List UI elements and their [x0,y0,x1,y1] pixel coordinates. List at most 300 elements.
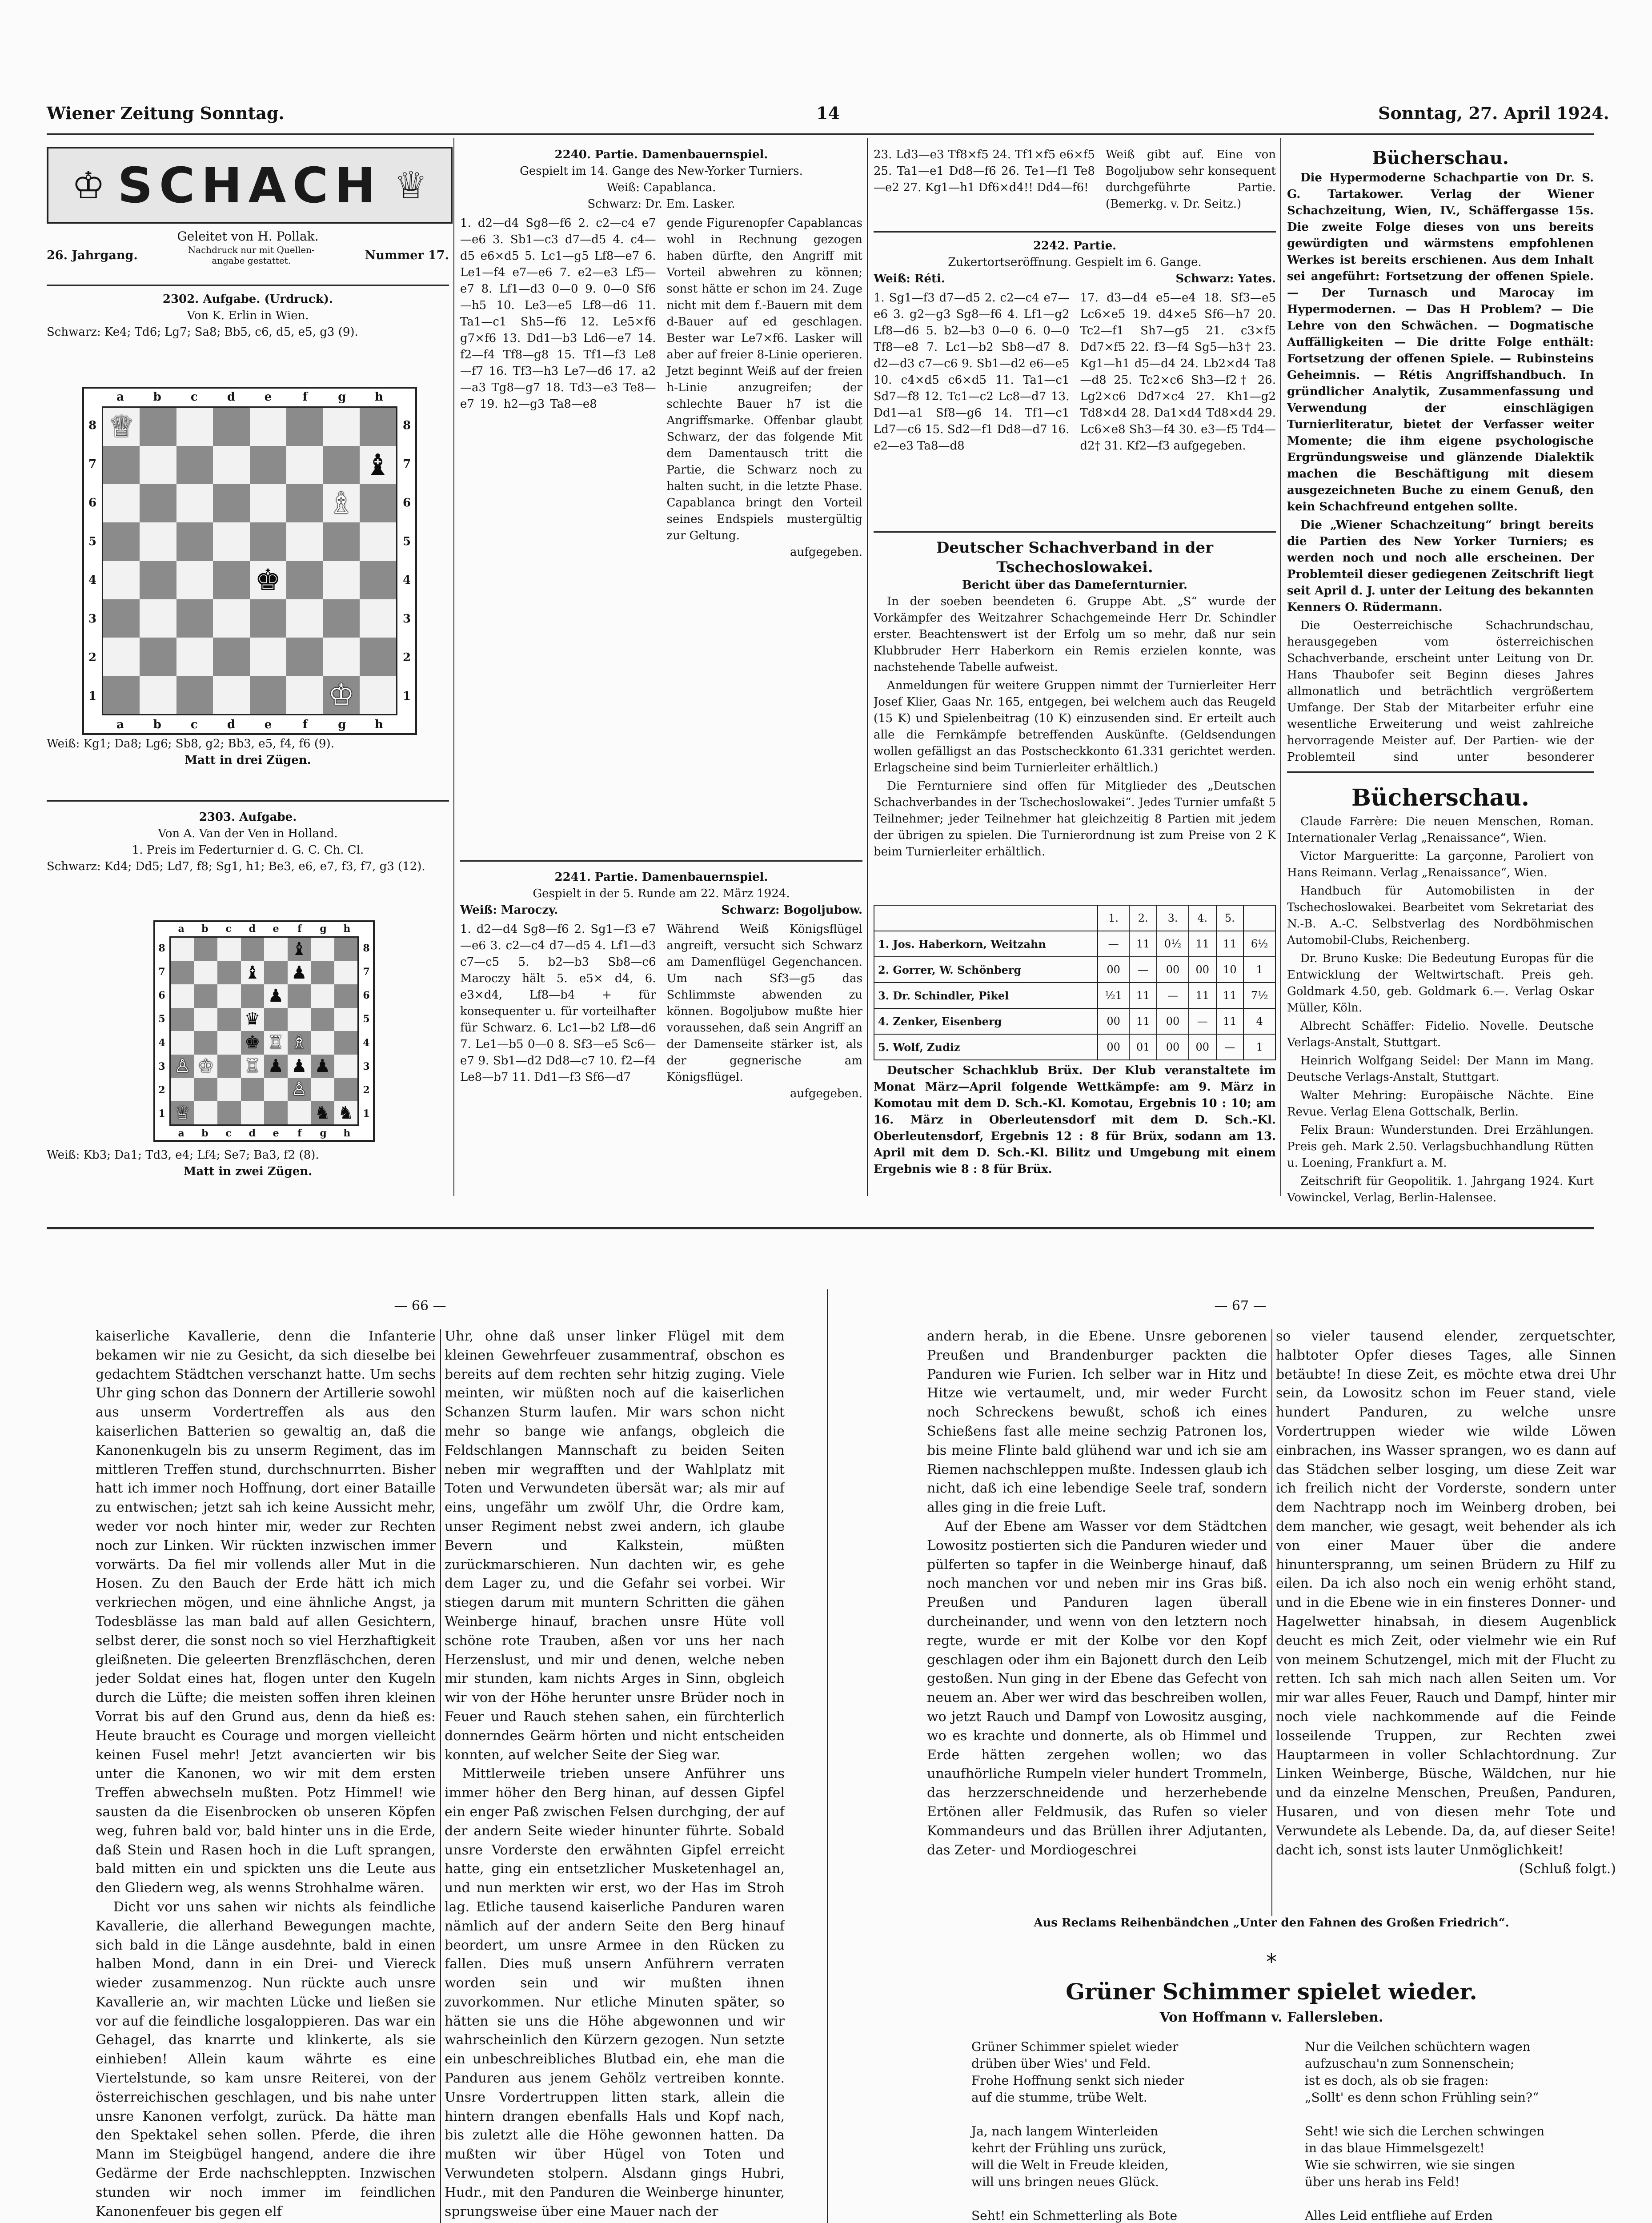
board-square [103,522,140,561]
poem-line: Wie sie schwirren, wie sie singen [1305,2158,1515,2172]
board-square [213,446,249,484]
score-cell: 11 [1129,931,1157,957]
rank-label: 1 [402,689,411,703]
story-end: (Schluß folgt.) [1519,1861,1616,1877]
schach-editor-line: Geleitet von H. Pollak. [177,229,319,244]
table-header-row [874,905,1275,931]
game2241 [460,869,862,1198]
col4-divider [1287,771,1594,773]
file-label: f [302,718,308,731]
file-label: c [225,923,232,935]
board-square [360,561,396,599]
table-header-cell: 2. [1129,905,1157,931]
board-square [103,446,140,484]
file-label: c [225,1128,232,1139]
problem1-goal: Matt in drei Zügen. [184,754,311,767]
score-cell: 11 [1129,1008,1157,1034]
board-square [140,408,176,446]
score-cell: 1 [1243,957,1275,983]
player-name-cell: 1. Jos. Haberkorn, Weitzahn [874,931,1098,957]
board-square [176,599,213,638]
board-square [334,961,358,985]
board-square [250,408,286,446]
board-square [250,638,286,676]
file-label: h [343,1128,351,1139]
problem2-author: Von A. Van der Ven in Holland. [158,827,338,840]
board-square [250,484,286,522]
schach-logo [47,147,453,224]
white-piece-icon: ♔ [194,1055,218,1078]
black-piece-icon: ♟ [311,1055,334,1078]
black-piece-icon: ♝ [360,446,396,484]
file-label: f [302,390,308,404]
verband-sub: Bericht über das Damefernturnier. [962,578,1188,592]
poem-line: „Sollt' es denn schon Frühling sein?“ [1305,2090,1539,2105]
page-number: 14 [816,103,840,123]
problem2-files-bottom [155,1128,373,1139]
buecherschau1-p2: Die „Wiener Schachzeitung“ bringt bereits die Partien des New Yorker Turniers; es werden noch und noch alle erscheinen. Der Problemteil dieser gediegenen Zeitschrift liegt seit April d. J. unter der Leitung des bekannten Kenners O. Rüdermann. [1287,518,1594,614]
section-divider [47,1227,1594,1229]
story-divider-2 [1271,1329,1272,1916]
board-square [213,484,249,522]
board-square [103,638,140,676]
board-square [194,1008,218,1031]
file-label: e [273,1128,279,1139]
poem-line: Alles Leid entfliehe auf Erden [1305,2208,1493,2223]
board-square [176,484,213,522]
white-piece-icon: ♖ [264,1031,288,1055]
board-square [241,984,265,1008]
rank-label: 2 [402,650,411,664]
rank-label: 8 [402,419,411,433]
rank-label: 1 [363,1108,370,1120]
problem1-title: 2302. Aufgabe. (Urdruck). [162,293,333,306]
verband-p4: Deutscher Schachklub Brüx. Der Klub veranstaltete im Monat März—April folgende Wettkämpfe: am 9. März in Komotau mit dem D. Sch.-Kl. Komotau, Ergebnis 10 : 10; am 16. März in Oberleutensdorf mit dem D. Sch.-Kl. Oberleutensdorf, Ergebnis 12 : 8 für Brüx, sodann am 13. April mit dem D. Sch.-Kl. Bilitz und Umgebung mit einem Ergebnis wie 8 : 8 für Brüx. [874,1064,1276,1176]
col3-divider-a [874,231,1276,233]
board-square [360,522,396,561]
file-label: g [338,390,346,404]
board-square [250,522,286,561]
board-square [103,484,140,522]
file-label: h [374,390,383,404]
file-label: d [249,1128,256,1139]
score-cell: 00 [1189,1034,1216,1060]
poem-line: über uns herab ins Feld! [1305,2175,1460,2189]
poem-line: in das blaue Himmelsgezelt! [1305,2141,1485,2155]
file-label: g [338,718,346,731]
board-square [103,676,140,714]
game2241-sub: Gespielt in der 5. Runde am 22. März 1924. [533,887,790,900]
game2242-title: 2242. Partie. [1033,239,1117,253]
rank-label: 5 [402,535,411,549]
board-square [194,1101,218,1125]
poem-line: Ja, nach langem Winterleiden [971,2124,1159,2139]
file-label: b [153,718,161,731]
problem1-ranks-right [400,406,413,715]
table-header-cell: 5. [1216,905,1244,931]
story-mid-p2: Mittlerweile trieben unsere Anführer uns immer höher den Berg hinan, auf dessen Gipfel ein enger Paß zwischen Felsen durchging, der auf der andern Seite wieder hinunter führte. Sobald unsre Vorderste den erwähnten Gipfel erreicht hatte, ging ein entsetzlicher Musketenhagel an, und nun merkten wir erst, wo der Has im Stroh lag. Etliche tausend kaiserliche Panduren waren nämlich auf der andern Seite den Berg hinauf beordert, um unsre Armee in den Rücken zu fallen. Dies muß unsern Anführern verraten worden sein und wir mußten ihnen zuvorkommen. Nur etliche Minuten später, so hätten sie uns die Höhe abgewonnen und wir wahrscheinlich den Kürzern gezogen. Nun setzte ein unbeschreibliches Blutbad ein, ehe man die Panduren aus jenem Gehölz vertreiben konnte. Unsre Vordertruppen litten stark, allein die hintern drangen ebenfalls Hals und Kopf nach, bis zuletzt alle die Höhe gewonnen hatten. Da mußten wir über Hügel von Toten und Verwundeten stolpern. Alsdann gings Hubri, Hudr., mit den Panduren die Weinberge hinunter, sprungsweise über eine Mauer nach der [445,1766,785,2219]
board-square [176,408,213,446]
board-square [250,599,286,638]
problem2-black: Schwarz: Kd4; Dd5; Ld7, f8; Sg1, h1; Be3, e6, e7, f3, f7, g3 (12). [47,860,425,873]
board-square [171,961,194,985]
problem2-white: Weiß: Kb3; Da1; Td3, e4; Lf4; Se7; Ba3, f2 (8). [47,1148,319,1162]
problem2-footer [47,1147,449,1180]
file-label: g [320,923,327,935]
file-label: e [264,718,272,731]
score-cell: ½1 [1098,983,1130,1008]
file-label: a [116,390,124,404]
game2242-moves2: 17. d3—d4 e5—e4 18. Sf3—e5 Lc6×e5 19. d4×e5 Sf6—h7 20. Tc2—f1 Sh7—g5 21. c3×f5 Dd7×f5 22. f3—f4 Sg5—h3† 23. Kg1—h1 d5—d4 24. Lb2×d4 Ta8—d8 25. Tc2×c6 Sh3—f2† 26. Lg2×c6 Dd7×c4 27. Kh1—g2 Td8×d4 28. Da1×d4 Td8×d4 29. Lc6×e8 Sh3—f4 30. e3—f5 Td4—d2† 31. Kf2—f3 aufgegeben. [1080,291,1276,453]
board-square [171,938,194,961]
board-square [241,1078,265,1101]
story-mid-p1: Uhr, ohne daß unser linker Flügel mit dem kleinen Gewehrfeuer zusammentraf, obschon es bereits auf dem rechten sehr hitzig zuging. Viele meinten, wir müßten noch auf die kaiserlichen Schanzen Sturm laufen. Mir wars schon nicht mehr so bange wie anfangs, obgleich die Feldschlangen Mannschaft zu beiden Seiten neben mir wegrafften und der Wahlplatz mit Toten und Verwundeten übersät war; als mir auf eins, ungefähr um zwölf Uhr, die Ordre kam, unser Regiment nebst zwei andern, ich glaube Bevern und Kalkstein, müßten zurückmarschieren. Nun dachten wir, es gehe dem Lager zu, und die Gefahr sei vorbei. Wir stiegen darum mit muntern Schritten die gähen Weinberge hinauf, brachen unsre Hüte voll schöne rote Trauben, aßen vor uns her nach Herzenslust, und mir und denen, welche neben mir stunden, kam nichts Arges in Sinn, obgleich wir von der Höhe herunter unsre Brüder noch in Feuer und Rauch stehen sahen, ein fürchterlich donnerndes Geärm hörten und nicht entscheiden konnten, auf welcher Seite der Sieg war. [445,1328,785,1763]
header-right: Sonntag, 27. April 1924. [1378,103,1609,123]
board-square [334,984,358,1008]
buecherschau2-items [1287,814,1594,1205]
file-label: h [374,718,383,731]
score-cell: 11 [1216,931,1244,957]
game2241-end: aufgegeben. [790,1087,862,1100]
game2241-black: Schwarz: Bogoljubow. [721,903,862,917]
score-cell: 0½ [1157,931,1189,957]
col3-note: Weiß gibt auf. Eine von Bogoljubow sehr konsequent durchgeführte Partie. (Bemerkg. v. Dr. Seitz.) [1105,148,1276,211]
board-square [176,638,213,676]
board-square [311,1031,334,1055]
game2241-white: Weiß: Maroczy. [460,903,558,917]
board-square [360,484,396,522]
rank-label: 1 [88,689,97,703]
buecherschau2 [1287,782,1594,1205]
board-square [217,961,241,985]
board-square [140,561,176,599]
board-square [140,676,176,714]
white-piece-icon: ♔ [323,676,359,714]
story-source: Aus Reclams Reihenbändchen „Unter den Fahnen des Großen Friedrich“. [1034,1916,1509,1930]
rank-label: 5 [363,1013,370,1025]
col3-moves: 23. Ld3—e3 Tf8×f5 24. Tf1×f5 e6×f5 25. Ta1—e1 Dd8—f6 26. Te1—f1 Te8—e2 27. Kg1—h1 Df6×d4!! Dd4—f6! [874,148,1095,194]
rank-label: 6 [88,496,97,510]
col-divider-3 [1280,138,1281,1196]
game2242-white: Weiß: Réti. [874,272,945,285]
rank-label: 6 [158,990,165,1002]
rank-label: 6 [402,496,411,510]
score-cell: — [1157,983,1189,1008]
score-cell: 00 [1157,957,1189,983]
king-logo-icon: ♔ [72,163,105,207]
col3-divider-b [874,531,1276,533]
score-cell: — [1098,931,1130,957]
problem1-files-bottom [84,718,415,731]
problem2-title: 2303. Aufgabe. [199,811,297,824]
book-item: Heinrich Wolfgang Seidel: Der Mann im Mang. Deutsche Verlags-Anstalt, Stuttgart. [1287,1054,1594,1084]
rank-label: 3 [363,1060,370,1072]
problem-divider [47,800,449,802]
board-square [171,1008,194,1031]
file-label: d [227,718,236,731]
story-left-p1: kaiserliche Kavallerie, denn die Infanterie bekamen wir nie zu Gesicht, da sich dieselbe bei gedachtem Städtchen verschanzt hatte. Um sechs Uhr ging schon das Donnern der Artillerie sowohl aus unserm Vordertreffen als aus den kaiserlichen Batterien so gewaltig an, daß die Kanonenkugeln bis zu unserm Regiment, das im mittleren Treffen stund, durchschnurrten. Bisher hatt ich immer noch Hoffnung, dort einer Bataille zu entwischen; jetzt sah ich keine Aussicht mehr, weder vor noch hinter mir, weder zur Rechten noch zur Linken. Wir rückten inzwischen immer vorwärts. Da fiel mir vollends aller Mut in die Hosen. Zu den Bauch der Erde hätt ich mich verkriechen mögen, und eine ähnliche Angst, ja Todesblässe las man bald auf allen Gesichtern, selbst derer, die sonst noch so viel Herzhaftigkeit gleißneten. Die geleerten Brenzfläschchen, deren jeder Soldat eines hat, flogen unter den Kugeln durch die Lüfte; die meisten soffen ihren kleinen Vorrat bis auf den Grund aus, denn da hieß es: Heute braucht es Courage und morgen vielleicht keinen Fusel mehr! Jetzt avancierten wir bis unter die Kanonen, wo wir mit dem ersten Treffen abwechseln mußten. Potz Himmel! wie sausten da die Eisenbrocken ob unseren Köpfen weg, fuhren bald vor, bald hinter uns in die Erde, daß Stein und Rasen hoch in die Luft sprangen, bald mitten ein und spickten uns die Leute aus den Gliedern weg, als wenns Strohhalme wären. [96,1328,436,1896]
board-square [286,522,323,561]
file-label: c [190,718,198,731]
board-square [213,599,249,638]
file-label: b [201,923,209,935]
col-divider-1 [453,138,454,1196]
game2241-moves: 1. d2—d4 Sg8—f6 2. Sg1—f3 e7—e6 3. c2—c4 d7—d5 4. Lf1—d3 c7—c5 5. b2—b3 Sb8—c6 Maroczy hält 5. e5× d4, 6. e3×d4, Lf8—b4 + für konsequenter u. für vorteilhafter für Schwarz. 6. Lc1—b2 Lf8—d6 7. Le1—b5 0—0 8. Sf3—e5 Sc6—e7 9. Sb1—d2 Dd8—c7 10. f2—f4 Le8—b7 11. Dd1—f3 Sf6—d7 [460,923,656,1084]
board-square [334,1008,358,1031]
verband-p4-box [874,1063,1276,1205]
book-item: Albrecht Schäffer: Fidelio. Novelle. Deutsche Verlags-Anstalt, Stuttgart. [1287,1019,1594,1049]
rank-label: 8 [88,419,97,433]
table-row [874,931,1275,957]
game2242-black: Schwarz: Yates. [1175,272,1276,285]
board-square [176,561,213,599]
board-square [311,984,334,1008]
book-item: Dr. Bruno Kuske: Die Bedeutung Europas für die Entwicklung der Weltwirtschaft. Preis geh. Goldmark 4.50, geb. Goldmark 6.—. Verlag Oskar Müller, Köln. [1287,952,1594,1015]
player-name-cell: 5. Wolf, Zudiz [874,1034,1098,1060]
score-cell: — [1216,1034,1244,1060]
poem-right-column [1305,2038,1616,2223]
board-square [103,561,140,599]
file-label: b [153,390,161,404]
rank-label: 5 [88,535,97,549]
file-label: h [343,923,351,935]
board-square [286,599,323,638]
score-cell: 7½ [1243,983,1275,1008]
game2242-sub: Zukertortseröffnung. Gespielt im 6. Gange. [948,256,1202,269]
black-piece-icon: ♞ [334,1101,358,1125]
board-square [217,1101,241,1125]
file-label: d [227,390,236,404]
board-square [213,522,249,561]
board-square [194,1078,218,1101]
book-item: Zeitschrift für Geopolitik. 1. Jahrgang 1924. Kurt Vowinckel, Verlag, Berlin-Halensee. [1287,1175,1594,1204]
table-header-cell: 4. [1189,905,1216,931]
file-label: f [297,923,302,935]
player-name-cell: 4. Zenker, Eisenberg [874,1008,1098,1034]
rank-label: 4 [402,573,411,587]
file-label: c [190,390,198,404]
score-cell: 11 [1189,931,1216,957]
poem-line: Seht! ein Schmetterling als Bote [971,2208,1178,2223]
board-square [171,1031,194,1055]
board-square [288,1008,311,1031]
problem2-board [169,936,359,1126]
rank-label: 3 [402,612,411,626]
board-square [213,676,249,714]
board-square [288,984,311,1008]
score-cell: 1 [1243,1034,1275,1060]
poem-line: Frohe Hoffnung senkt sich nieder [971,2073,1184,2088]
book-item: Walter Mehring: Europäische Nächte. Eine Revue. Verlag Elena Gottschalk, Berlin. [1287,1089,1594,1119]
player-name-cell: 2. Gorrer, W. Schönberg [874,957,1098,983]
score-cell: 11 [1189,983,1216,1008]
board-square [176,676,213,714]
game2240-sub: Gespielt im 14. Gange des New-Yorker Turniers. [520,165,803,178]
story-right-p1: andern herab, in die Ebene. Unsre geborenen Preußen und Brandenburger packten die Panduren wie Furien. Ich selber war in Hitz und Hitze wie vertaumelt, und, mir weder Furcht noch Schreckens bewußt, schoß ich eines Schießens fast alle meine sechzig Patronen los, bis meine Flinte bald glühend war und ich sie am Riemen nachschleppen mußte. Indessen glaub ich nicht, daß ich eine lebendige Seele traf, sondern alles ging in die freie Luft. [927,1328,1267,1516]
rank-label: 6 [363,990,370,1002]
game2240-black: Schwarz: Dr. Em. Lasker. [587,197,735,211]
board-square [286,446,323,484]
board-square [311,1078,334,1101]
problem1-author: Von K. Erlin in Wien. [187,309,309,322]
score-cell: 10 [1216,957,1244,983]
rank-label: 8 [363,942,370,954]
board-square [264,1078,288,1101]
board-square [103,599,140,638]
game2242 [874,238,1276,522]
story-col1 [96,1327,436,2223]
board-square [176,522,213,561]
board-square [241,938,265,961]
poem-line: Seht! wie sich die Lerchen schwingen [1305,2124,1545,2139]
game-divider [460,860,862,862]
rank-label: 4 [363,1037,370,1049]
rank-label: 7 [158,966,165,978]
book-item: Handbuch für Automobilisten in der Tschechoslowakei. Bearbeitet vom Sekretariat des N.-B. A.-C. Selbstverlag des Nordböhmischen Automobil-Clubs, Reichenberg. [1287,884,1594,947]
board-square [176,446,213,484]
white-piece-icon: ♕ [103,408,140,446]
board-square [360,676,396,714]
file-label: g [320,1128,327,1139]
board-square [194,938,218,961]
board-square [323,408,359,446]
black-piece-icon: ♟ [288,961,311,985]
file-label: e [273,923,279,935]
board-square [140,484,176,522]
problem2-header [47,809,449,875]
board-square [311,961,334,985]
black-piece-icon: ♟ [264,984,288,1008]
black-piece-icon: ♝ [241,961,265,985]
file-label: d [249,923,256,935]
board-square [140,522,176,561]
score-cell: 00 [1098,1008,1130,1034]
score-cell: 6½ [1243,931,1275,957]
board-square [286,676,323,714]
table-header-cell: 3. [1157,905,1189,931]
score-cell: — [1129,957,1157,983]
board-square [323,522,359,561]
black-piece-icon: ♛ [241,1008,265,1031]
rank-label: 5 [158,1013,165,1025]
poem-left-column [971,2038,1283,2223]
poem-line: kehrt der Frühling uns zurück, [971,2141,1167,2155]
poem-line: will uns bringen neues Glück. [971,2175,1159,2189]
rank-label: 4 [88,573,97,587]
table-row [874,1034,1275,1060]
board-square [334,938,358,961]
game2242-moves: 1. Sg1—f3 d7—d5 2. c2—c4 e7—e6 3. g2—g3 Sg8—f6 4. Lf1—g2 Lf8—d6 5. b2—b3 0—0 6. 0—0 Tf8—e8 7. Lc1—b2 Sb8—d7 8. d2—d3 c7—c6 9. Sb1—d2 e6—e5 10. c4×d5 c6×d5 11. Ta1—c1 Sd7—f8 12. Tc1—c2 Lc8—d7 13. Dd1—a1 Sf8—g6 14. Tf1—c1 Ld7—c6 15. Sd2—f1 Dd8—d7 16. e2—e3 Ta8—d8 [874,291,1070,453]
black-piece-icon: ♝ [288,938,311,961]
rank-label: 1 [158,1108,165,1120]
black-piece-icon: ♚ [250,561,286,599]
board-square [334,1078,358,1101]
board-square [311,1008,334,1031]
board-square [288,1101,311,1125]
board-square [323,638,359,676]
table-row [874,983,1275,1008]
white-piece-icon: ♙ [171,1055,194,1078]
board-square [194,961,218,985]
story-col2 [445,1327,785,2223]
player-name-cell: 3. Dr. Schindler, Pikel [874,983,1098,1008]
board-square [217,1031,241,1055]
rank-label: 7 [363,966,370,978]
board-square [323,446,359,484]
score-cell: 00 [1157,1034,1189,1060]
board-square [140,446,176,484]
table-header-cell [874,905,1098,931]
problem1-board [102,406,397,715]
rank-label: 2 [363,1084,370,1096]
rank-label: 3 [158,1060,165,1072]
board-square [264,1008,288,1031]
board-square [286,638,323,676]
board-square [140,599,176,638]
board-square [360,408,396,446]
problem1-black: Schwarz: Ke4; Td6; Lg7; Sa8; Bb5, c6, d5, e5, g3 (9). [47,325,358,339]
poem-line: Nur die Veilchen schüchtern wagen [1305,2039,1531,2054]
problem1-header [47,291,449,341]
game2240-end: aufgegeben. [790,546,862,559]
story-gutter [827,1289,828,2223]
board-square [286,408,323,446]
page66-number: — 66 — [394,1298,446,1314]
table-row [874,957,1275,983]
book-item: Claude Farrère: Die neuen Menschen, Roman. Internationaler Verlag „Renaissance“, Wien. [1287,815,1594,845]
problem2-ranks-right [361,936,372,1126]
board-square [334,1055,358,1078]
verband-p1: In der soeben beendeten 6. Gruppe Abt. „S“ wurde der Vorkämpfer des Weitzahrer Schachgemeinde Herr Dr. Schindler erster. Beachtenswert ist der Erfolg um so mehr, daß nur sein Klubbruder Herr Haberkorn ein Remis erzielen konnte, was nachstehende Tabelle aufweist. [874,595,1276,674]
poem-author: Von Hoffmann v. Fallersleben. [1159,2010,1383,2025]
file-label: a [178,923,184,935]
problem2-goal: Matt in zwei Zügen. [183,1165,313,1178]
schach-logo-text: SCHACH [117,156,382,214]
book-item: Felix Braun: Wunderstunden. Drei Erzählungen. Preis geh. Mark 2.50. Verlagsbuchhandlung Rütten u. Loening, Frankfurt a. M. [1287,1124,1594,1170]
score-cell: 00 [1098,1034,1130,1060]
score-cell: 11 [1129,983,1157,1008]
rank-label: 8 [158,942,165,954]
problem1-ranks-left [86,406,99,715]
board-square [217,1008,241,1031]
buecherschau1-p3: Die Oesterreichische Schachrundschau, herausgegeben vom österreichischen Schachverbande, erscheint unter Leitung von Dr. Hans Thaubofer seit Beginn dieses Jahres allmonatlich und beträchtlich vergrößertem Umfange. Der Stab der Mitarbeiter erfuhr eine wesentliche Erweiterung und weist zahlreiche hervorragende Meister auf. Der Partien- wie der Problemteil sind unter besonderer [1287,619,1594,764]
game2241-notes: Während Weiß Königsflügel angreift, versucht sich Schwarz am Damenflügel Gegenchancen. Um nach Sf3—g5 das Schlimmste abwenden zu können. Bogoljubow mußte hier voraussehen, daß sein Angriff an der Damenseite stärker ist, als der gegnerische am Königsflügel. [666,923,862,1084]
file-label: a [116,718,124,731]
poem-line [971,2191,1283,2207]
problem1-footer [47,736,449,769]
rank-label: 2 [158,1084,165,1096]
score-cell: 00 [1189,957,1216,983]
rank-label: 7 [402,457,411,471]
buecherschau1-title: Bücherschau. [1372,148,1509,169]
buecherschau2-title: Bücherschau. [1351,784,1530,811]
poem-line [1305,2191,1616,2207]
rank-label: 7 [88,457,97,471]
schach-rule [47,285,449,286]
verband-table [874,905,1276,1060]
queen-logo-icon: ♕ [394,163,428,207]
rank-label: 3 [88,612,97,626]
board-square [217,938,241,961]
file-label: f [297,1128,302,1139]
poem-line: auf die stumme, trübe Welt. [971,2090,1147,2105]
problem1-files-top [84,390,415,404]
board-square [286,484,323,522]
board-square [213,408,249,446]
board-square [171,984,194,1008]
score-cell: 11 [1216,1008,1244,1034]
rank-label: 4 [158,1037,165,1049]
